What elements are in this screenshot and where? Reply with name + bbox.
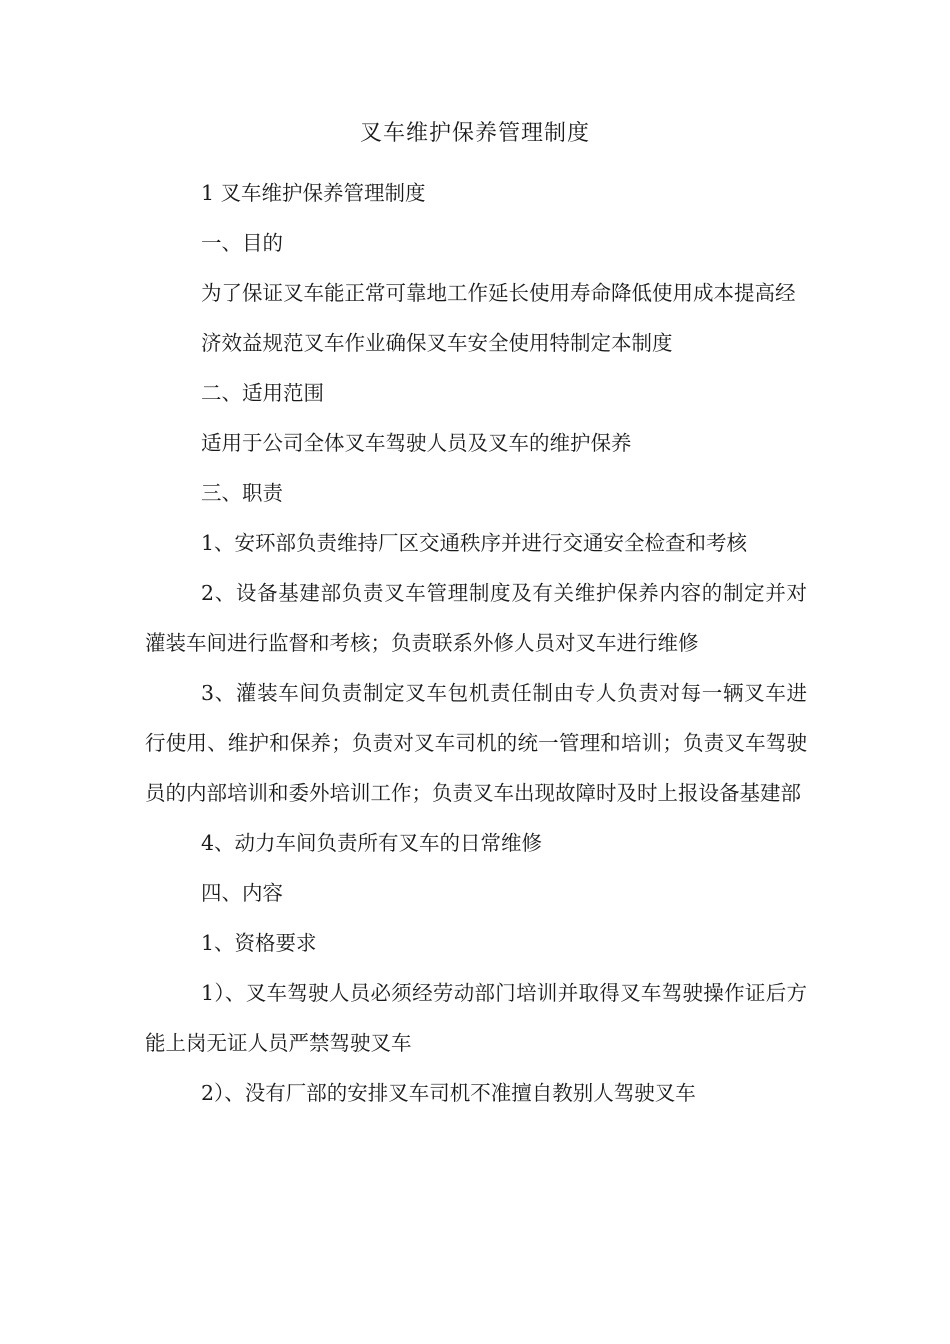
paragraph-purpose-text-2: 济效益规范叉车作业确保叉车安全使用特制定本制度 — [201, 331, 673, 355]
paragraph-qualification-1: 1）、叉车驾驶人员必须经劳动部门培训并取得叉车驾驶操作证后方能上岗无证人员严禁驾驶叉车 — [145, 981, 807, 1055]
paragraph-duty-3: 3、灌装车间负责制定叉车包机责任制由专人负责对每一辆叉车进行使用、维护和保养；负责对叉车司机的统一管理和培训；负责叉车驾驶员的内部培训和委外培训工作；负责叉车出现故障时及时上报设备基建部 — [145, 681, 807, 805]
paragraph-scope-text: 适用于公司全体叉车驾驶人员及叉车的维护保养 — [201, 431, 632, 455]
paragraph-duty-4: 4、动力车间负责所有叉车的日常维修 — [201, 831, 543, 855]
paragraph-qualification-heading: 1、资格要求 — [201, 931, 317, 955]
paragraph-purpose-heading: 一、目的 — [201, 231, 283, 255]
paragraph-scope-heading: 二、适用范围 — [201, 381, 324, 405]
paragraph-section-heading: 1 叉车维护保养管理制度 — [201, 181, 426, 205]
paragraph-duties-heading: 三、职责 — [201, 481, 283, 505]
document-title: 叉车维护保养管理制度 — [359, 121, 590, 146]
paragraph-duty-1: 1、安环部负责维持厂区交通秩序并进行交通安全检查和考核 — [201, 531, 748, 555]
paragraph-qualification-2: 2）、没有厂部的安排叉车司机不准擅自教别人驾驶叉车 — [201, 1081, 696, 1105]
paragraph-duty-2: 2、设备基建部负责叉车管理制度及有关维护保养内容的制定并对灌装车间进行监督和考核；负责联系外修人员对叉车进行维修 — [145, 581, 807, 655]
paragraph-purpose-text-1: 为了保证叉车能正常可靠地工作延长使用寿命降低使用成本提高经 — [201, 281, 796, 305]
document-body — [145, 168, 807, 1118]
paragraph-content-heading: 四、内容 — [201, 881, 283, 905]
